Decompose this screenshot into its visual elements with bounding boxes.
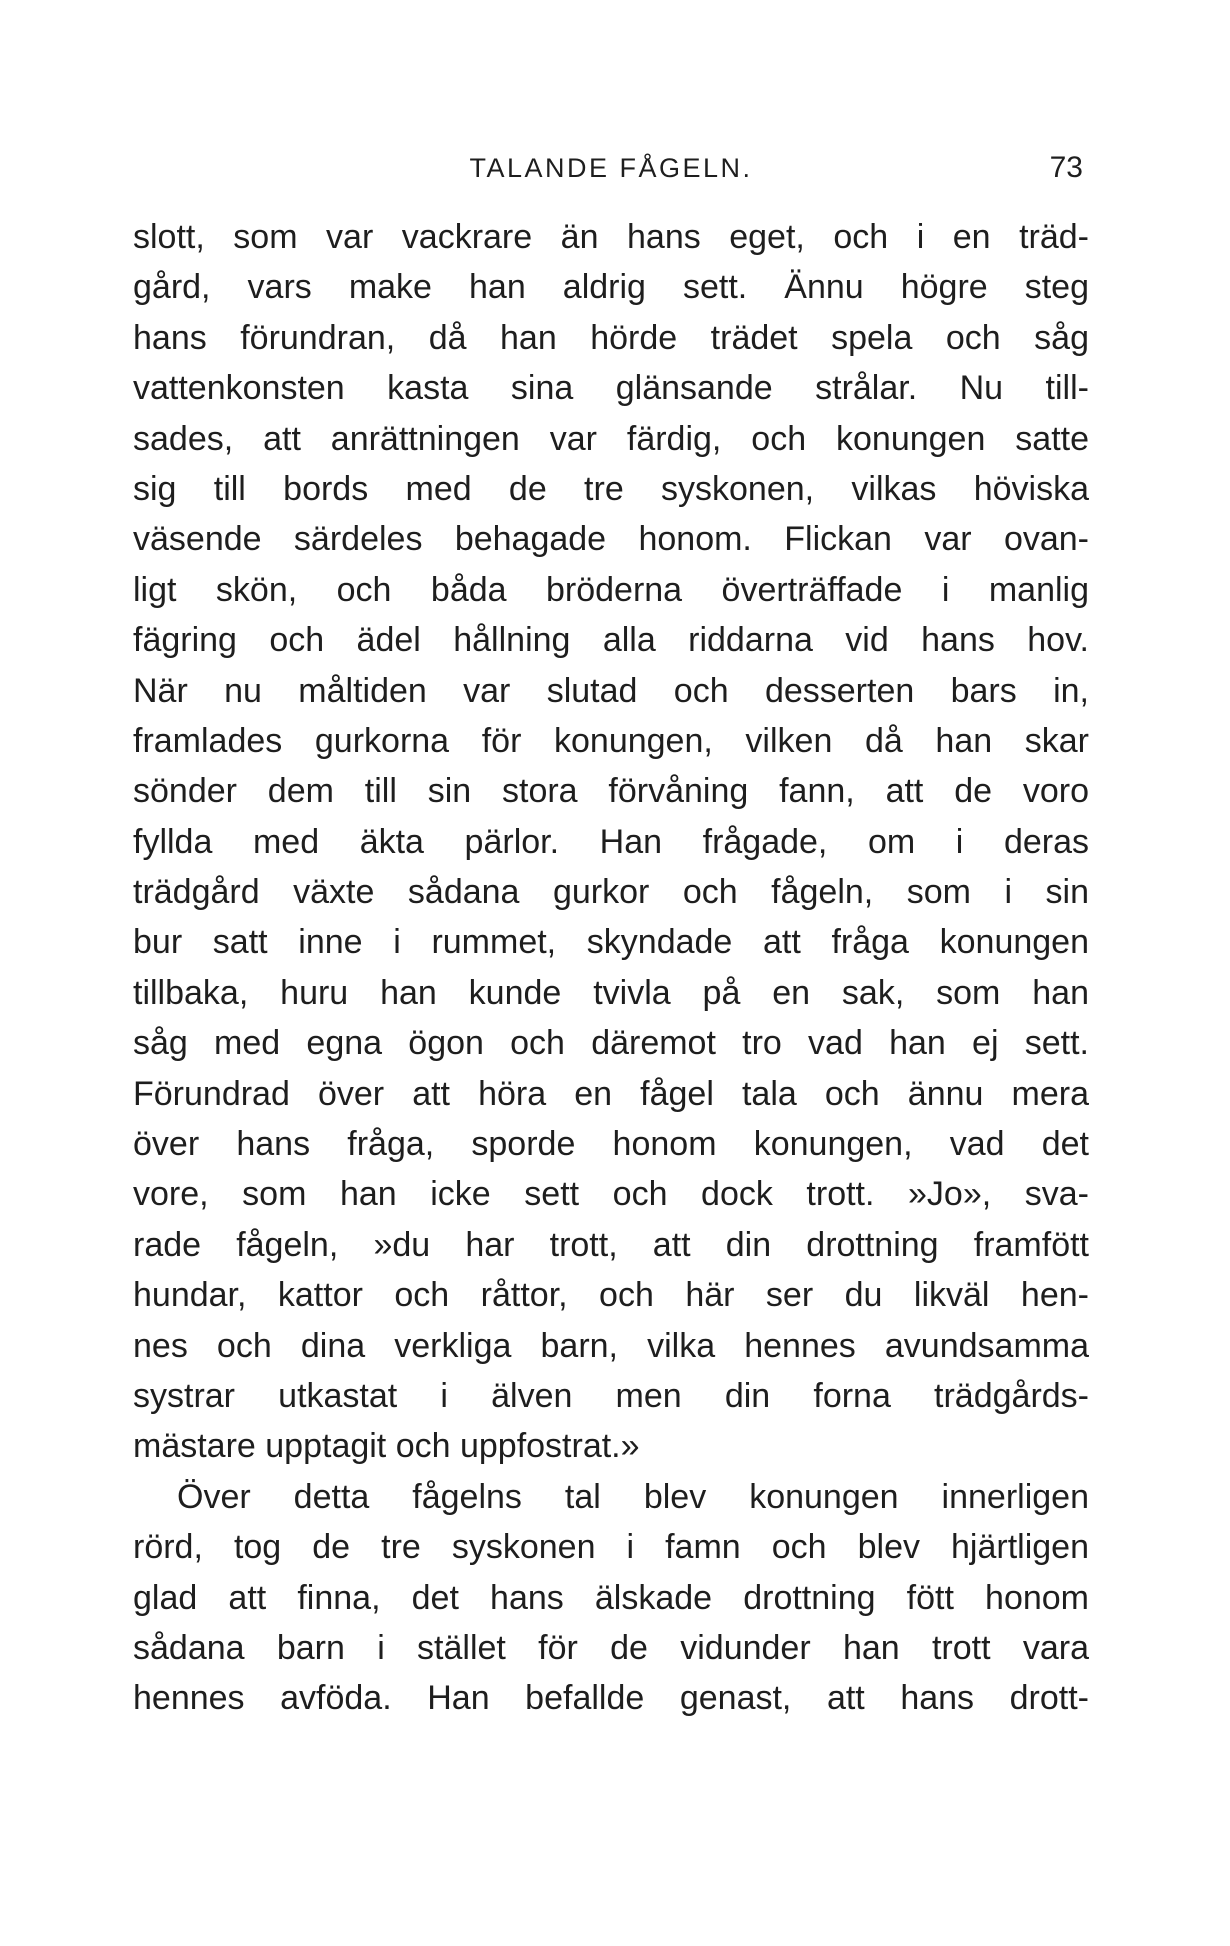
text-line: över hans fråga, sporde honom konungen, vad det — [133, 1125, 1089, 1164]
running-head — [133, 148, 1089, 188]
text-line: fägring och ädel hållning alla riddarna vid hans hov. — [133, 621, 1089, 660]
text-line: nes och dina verkliga barn, vilka hennes avundsamma — [133, 1326, 1089, 1365]
text-line: sådana barn i stället för de vidunder han trott vara — [133, 1628, 1089, 1667]
text-line: bur satt inne i rummet, skyndade att fråga konungen — [133, 923, 1089, 962]
text-line: glad att finna, det hans älskade drottning fött honom — [133, 1578, 1089, 1617]
text-line: vore, som han icke sett och dock trott. »Jo», sva- — [133, 1175, 1089, 1214]
text-line: tillbaka, huru han kunde tvivla på en sak, som han — [133, 973, 1089, 1012]
text-line: vattenkonsten kasta sina glänsande strålar. Nu till- — [133, 369, 1089, 408]
text-line: trädgård växte sådana gurkor och fågeln, som i sin — [133, 873, 1089, 912]
text-line: hundar, kattor och råttor, och här ser du likväl hen- — [133, 1276, 1089, 1315]
text-line: fyllda med äkta pärlor. Han frågade, om i deras — [133, 822, 1089, 861]
text-line: väsende särdeles behagade honom. Flickan var ovan- — [133, 520, 1089, 559]
page-number: 73 — [1049, 151, 1083, 184]
text-line: såg med egna ögon och däremot tro vad han ej sett. — [133, 1024, 1089, 1063]
text-line: hennes avföda. Han befallde genast, att hans drott- — [133, 1679, 1089, 1718]
text-line: gård, vars make han aldrig sett. Ännu högre steg — [133, 268, 1089, 307]
text-line: systrar utkastat i älven men din forna trädgårds- — [133, 1376, 1089, 1415]
paragraph-end-line: mästare upptagit och uppfostrat.» — [133, 1427, 640, 1466]
text-line: framlades gurkorna för konungen, vilken då han skar — [133, 721, 1089, 760]
text-line: Förundrad över att höra en fågel tala och ännu mera — [133, 1074, 1089, 1113]
text-line: När nu måltiden var slutad och desserten bars in, — [133, 671, 1089, 710]
text-line: sönder dem till sin stora förvåning fann, att de voro — [133, 772, 1089, 811]
text-line: hans förundran, då han hörde trädet spela och såg — [133, 318, 1089, 357]
text-line: rörd, tog de tre syskonen i famn och blev hjärtligen — [133, 1528, 1089, 1567]
body-text — [133, 212, 1089, 1724]
text-line: ligt skön, och båda bröderna överträffade i manlig — [133, 570, 1089, 609]
running-title: TALANDE FÅGELN. — [469, 153, 753, 183]
text-line: slott, som var vackrare än hans eget, och i en träd- — [133, 218, 1089, 256]
text-line: sig till bords med de tre syskonen, vilkas höviska — [133, 469, 1089, 508]
text-line: sades, att anrättningen var färdig, och konungen satte — [133, 419, 1089, 458]
text-line: rade fågeln, »du har trott, att din drottning framfött — [133, 1225, 1089, 1264]
paragraph-start-line: Över detta fågelns tal blev konungen innerligen — [177, 1477, 1089, 1516]
